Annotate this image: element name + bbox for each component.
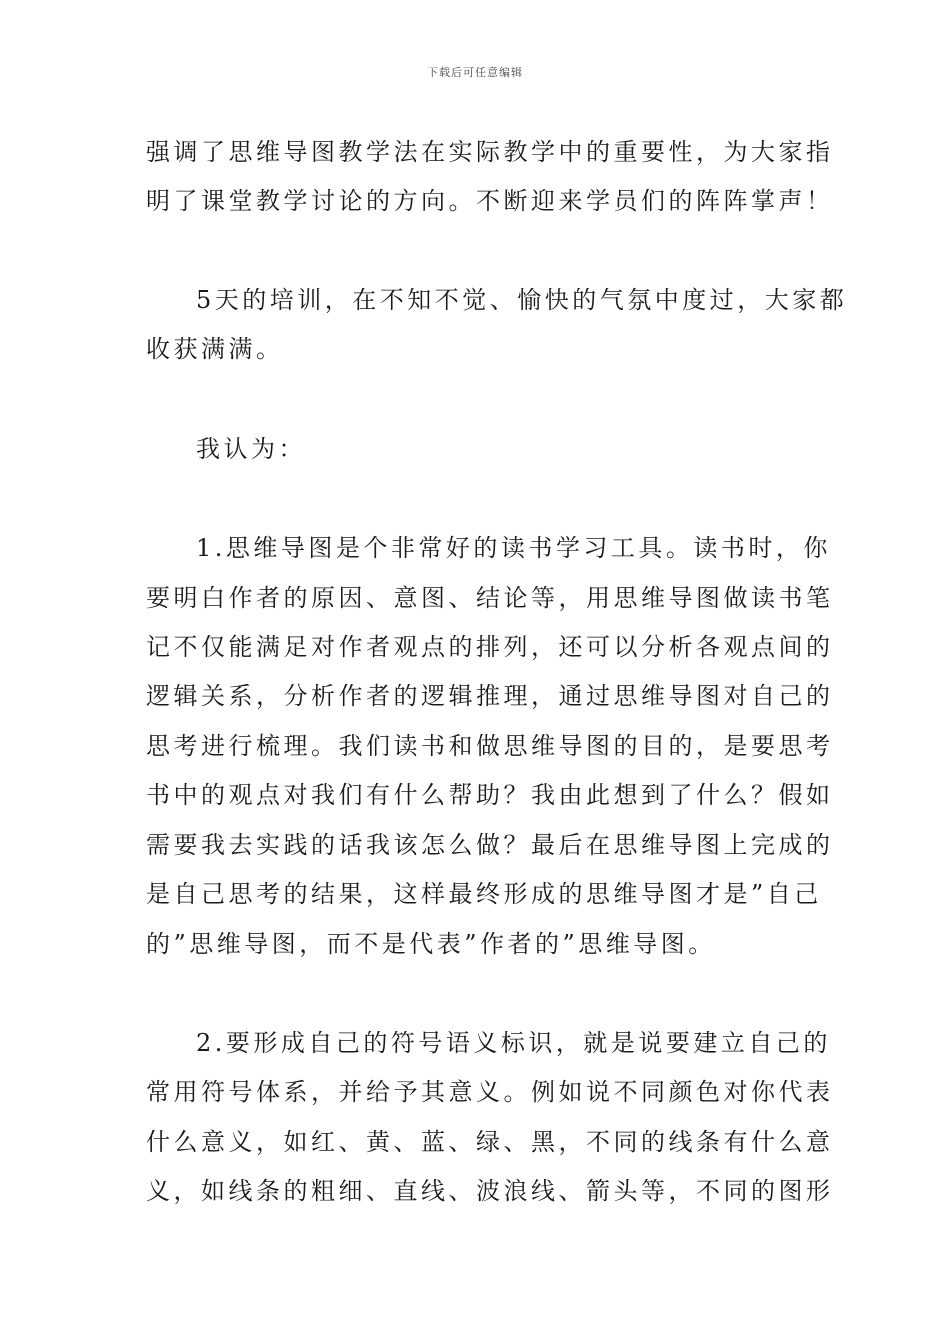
paragraph-4-line-9: 的”思维导图，而不是代表”作者的”思维导图。 <box>146 930 716 958</box>
paragraph-5-line-1: 2.要形成自己的符号语义标识，就是说要建立自己的 <box>196 1029 831 1057</box>
paragraph-4-line-1: 1.思维导图是个非常好的读书学习工具。读书时，你 <box>196 534 831 562</box>
paragraph-3-line-1: 我认为： <box>196 435 306 463</box>
paragraph-4-line-6: 书中的观点对我们有什么帮助？我由此想到了什么？假如 <box>146 781 834 809</box>
paragraph-2-line-1: 5天的培训，在不知不觉、愉快的气氛中度过，大家都 <box>196 286 848 314</box>
paragraph-4-line-3: 记不仅能满足对作者观点的排列，还可以分析各观点间的 <box>146 633 834 661</box>
paragraph-4-line-4: 逻辑关系，分析作者的逻辑推理，通过思维导图对自己的 <box>146 682 834 710</box>
paragraph-4-line-5: 思考进行梳理。我们读书和做思维导图的目的，是要思考 <box>146 732 834 760</box>
paragraph-1-line-1: 强调了思维导图教学法在实际教学中的重要性，为大家指 <box>146 138 834 166</box>
paragraph-4-line-7: 需要我去实践的话我该怎么做？最后在思维导图上完成的 <box>146 831 834 859</box>
paragraph-5-line-2: 常用符号体系，并给予其意义。例如说不同颜色对你代表 <box>146 1078 834 1106</box>
paragraph-5-line-3: 什么意义，如红、黄、蓝、绿、黑，不同的线条有什么意 <box>146 1128 834 1156</box>
paragraph-2-line-2: 收获满满。 <box>146 335 284 363</box>
paragraph-4-line-2: 要明白作者的原因、意图、结论等，用思维导图做读书笔 <box>146 584 834 612</box>
page-header: 下载后可任意编辑 <box>427 66 523 79</box>
paragraph-5-line-4: 义，如线条的粗细、直线、波浪线、箭头等，不同的图形 <box>146 1177 834 1205</box>
paragraph-4-line-8: 是自己思考的结果，这样最终形成的思维导图才是”自己 <box>146 880 822 908</box>
paragraph-1-line-2: 明了课堂教学讨论的方向。不断迎来学员们的阵阵掌声！ <box>146 187 834 215</box>
